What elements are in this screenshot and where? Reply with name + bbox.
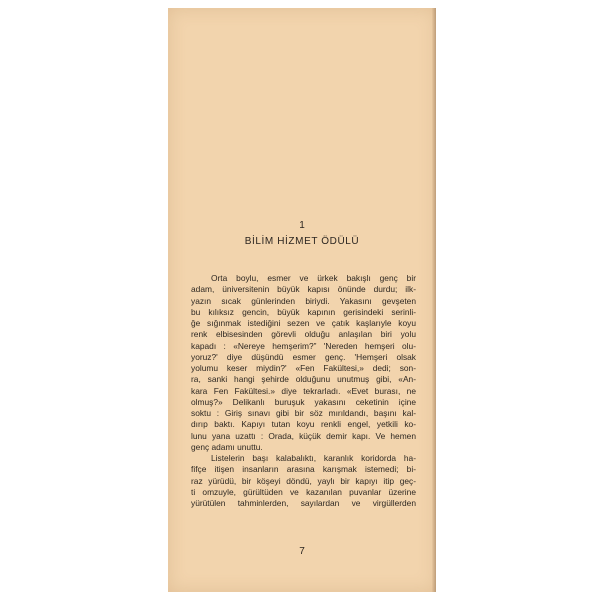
text-line: ti omzuyle, gürültüden ve kazanılan puvanlar üzerine (191, 486, 416, 497)
text-line: lunu yana uzattı : Orada, küçük demir kapı. Ve hemen (191, 430, 416, 441)
text-line: Listelerin başı kalabalıktı, karanlık koridorda ha- (211, 453, 416, 463)
book-page (168, 8, 436, 592)
chapter-number: 1 (299, 220, 305, 231)
text-line: yoruz?' diye düşündü esmer genç. 'Hemşeri olsak (191, 351, 416, 362)
text-line: olmuş?» Delikanlı buruşuk yakasını ceketinin içine (191, 396, 416, 407)
text-line: kara Fen Fakültesi.» diye tekrarladı. «Evet burası, ne (191, 385, 416, 396)
text-line: bu kılıksız gencin, büyük kapının gerisindeki serinli- (191, 306, 416, 317)
chapter-title: BİLİM HİZMET ÖDÜLÜ (244, 236, 360, 247)
text-line: raz yürüdü, bir köşeyi döndü, yaylı bir kapıyı itip geç- (191, 475, 416, 486)
text-line: fifçe itişen insanların arasına karışmak istemedi; bi- (191, 464, 416, 475)
text-line: ğe sığınmak istediğini sezen ve çatık kaşlarıyle koyu (191, 318, 416, 328)
text-line: renk elbisesinden görevli olduğu anlaşılan biri yolu (191, 329, 416, 340)
text-line: adam, üniversitenin büyük kapısı önünde durdu; ilk- (191, 284, 416, 295)
text-line: genç adamı unuttu. (191, 441, 263, 452)
text-line: ra, sanki hangi şehirde olduğunu unutmuş gibi, «An- (191, 374, 416, 385)
text-line: soktu : Giriş sınavı gibi bir söz mırıldandı, başını kal- (191, 408, 416, 418)
page-number: 7 (299, 546, 305, 557)
text-line: dırıp baktı. Kapıyı tutan koyu renkli engel, yetkili ko- (191, 419, 416, 430)
text-line: yolumu keser miydin?' «Fen Fakültesi,» dedi; son- (191, 363, 416, 373)
text-line: yürütülen tahminlerden, sayılardan ve virgüllerden (191, 498, 416, 508)
paragraph (191, 453, 416, 509)
text-line: Orta boylu, esmer ve ürkek bakışlı genç bir (211, 273, 416, 283)
text-line: yazın sıcak günlerinden biriydi. Yakasını gevşeten (191, 295, 416, 306)
paragraph (191, 273, 416, 453)
body-text (191, 273, 416, 509)
text-line: kapadı : «Nereye hemşerim?” 'Nereden hemşeri olu- (191, 340, 416, 351)
